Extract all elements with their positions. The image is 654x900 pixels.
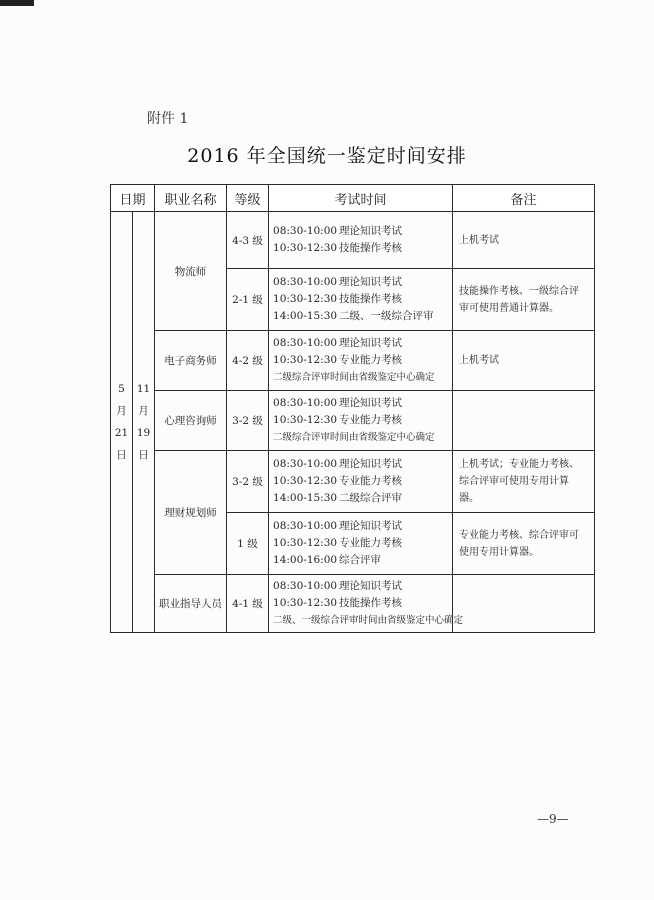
level-cell: 2-1 级 [227,269,269,331]
table-row [111,451,595,513]
exam-time-cell: 08:30-10:00 理论知识考试 10:30-12:30 专业能力考核 二级综合评审时间由省级鉴定中心确定 [269,331,453,391]
remark-cell: 上机考试；专业能力考核、综合评审可使用专用计算器。 [453,451,595,513]
level-cell: 3-2 级 [227,451,269,513]
exam-time-cell: 08:30-10:00 理论知识考试 10:30-12:30 专业能力考核 14:00-15:30 二级综合评审 [269,451,453,513]
note-line: 二级、一级综合评审时间由省级鉴定中心确定 [273,615,464,626]
occupation-cell: 物流师 [155,212,227,331]
scan-corner-mark [0,0,34,6]
remark-cell [453,391,595,451]
occupation-cell: 电子商务师 [155,331,227,391]
schedule-table [110,184,595,633]
level-cell: 1 级 [227,513,269,575]
header-exam-time: 考试时间 [269,185,453,212]
attachment-label: 附件 1 [147,111,189,127]
exam-time-cell: 08:30-10:00 理论知识考试 10:30-12:30 专业能力考核 14:00-16:00 综合评审 [269,513,453,575]
table-row [111,391,595,451]
page-title: 2016 年全国统一鉴定时间安排 [187,145,467,167]
remark-cell: 技能操作考核、一级综合评审可使用普通计算器。 [453,269,595,331]
header-occupation: 职业名称 [155,185,227,212]
table-row [111,575,595,633]
schedule-table-wrap [110,184,594,633]
level-cell: 3-2 级 [227,391,269,451]
note-line: 二级综合评审时间由省级鉴定中心确定 [273,432,435,443]
exam-time-cell: 08:30-10:00 理论知识考试 10:30-12:30 技能操作考核 [269,212,453,269]
date-cell-may: 5 月 21 日 [111,212,133,633]
exam-time-cell: 08:30-10:00 理论知识考试 10:30-12:30 专业能力考核 二级综合评审时间由省级鉴定中心确定 [269,391,453,451]
level-cell: 4-2 级 [227,331,269,391]
occupation-cell: 职业指导人员 [155,575,227,633]
table-header-row [111,185,595,212]
header-remarks: 备注 [453,185,595,212]
occupation-cell: 心理咨询师 [155,391,227,451]
exam-time-cell: 08:30-10:00 理论知识考试 10:30-12:30 技能操作考核 二级、一级综合评审时间由省级鉴定中心确定 [269,575,453,633]
note-line: 二级综合评审时间由省级鉴定中心确定 [273,372,435,383]
date-cell-nov: 11 月 19 日 [133,212,155,633]
remark-cell [453,575,595,633]
remark-cell: 上机考试 [453,331,595,391]
exam-time-cell: 08:30-10:00 理论知识考试 10:30-12:30 技能操作考核 14:00-15:30 二级、一级综合评审 [269,269,453,331]
level-cell: 4-3 级 [227,212,269,269]
remark-cell: 专业能力考核、综合评审可使用专用计算器。 [453,513,595,575]
table-row [111,212,595,269]
level-cell: 4-1 级 [227,575,269,633]
remark-cell: 上机考试 [453,212,595,269]
header-level: 等级 [227,185,269,212]
page-number: —9— [537,812,569,826]
table-row [111,331,595,391]
header-date: 日期 [111,185,155,212]
occupation-cell: 理财规划师 [155,451,227,575]
